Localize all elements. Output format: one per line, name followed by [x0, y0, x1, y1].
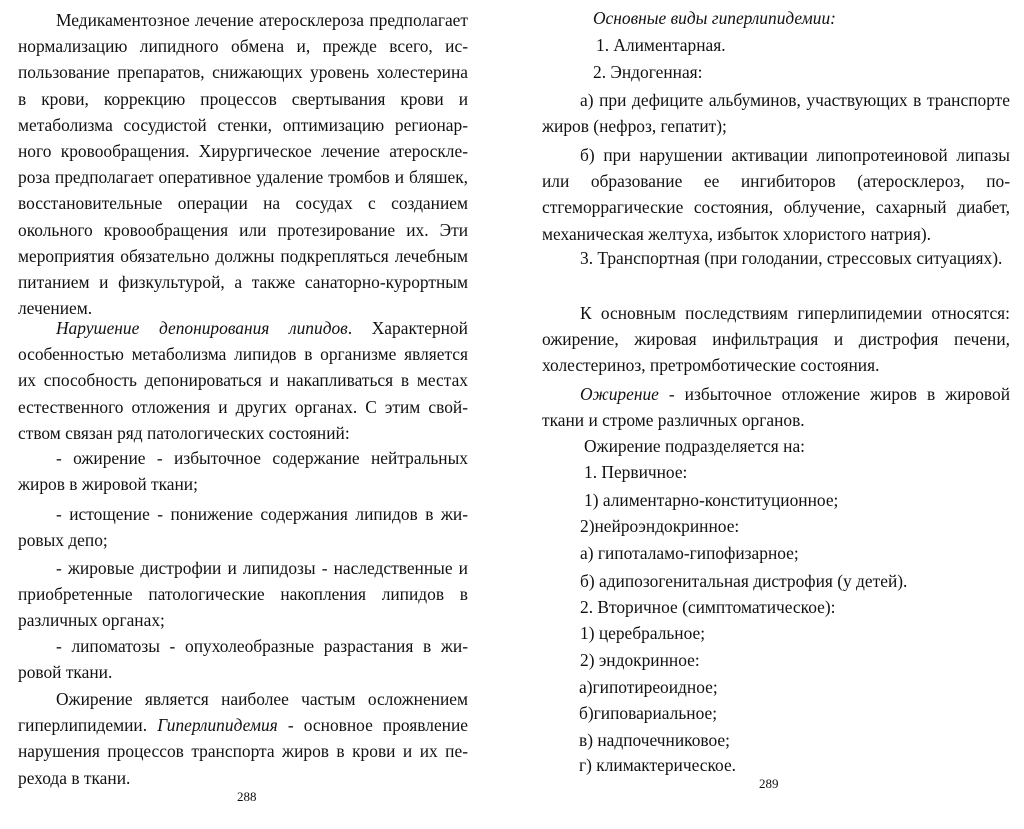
page-number-right: 289 [759, 776, 779, 791]
italic-term-lipid-deposition: Нарушение депонирования липидов [56, 318, 348, 338]
paragraph-lipase-activation: б) при нарушении активации липопротеиновой липазы или образование ее ингибиторов (атеросклероз, постгеморрагические состояния, облучение, сахарный диабет, механическая желтуха, избыток хлористого натрия). [542, 145, 1010, 244]
list-item-dystrophies: - жировые дистрофии и липидозы - наследственные и приобретенные патологические накопления липидов в различных органах; [18, 558, 468, 631]
paragraph-obesity-definition [542, 381, 1010, 433]
list-item-lipomatoses: - липоматозы - опухолеобразные разрастания в жировой ткани. [18, 636, 468, 683]
paragraph-obesity-definition-text: - избыточное отложение жиров в жировой ткани и строме различных органов. [542, 384, 1010, 431]
type-transport: 3. Транспортная (при голодании, стрессовых ситуациях). [580, 248, 1003, 268]
list-line: б)гиповариальное; [579, 703, 718, 723]
type-alimentary: 1. Алиментарная. [596, 35, 726, 55]
list-line: Ожирение подразделяется на: [584, 436, 805, 456]
section-heading: Основные виды гиперлипидемии: [593, 8, 836, 28]
paragraph-consequences: К основным последствиям гиперлипидемии относятся: ожирение, жировая инфильтрация и дистрофия печени, холестериноз, претромботические состояния. [542, 303, 1010, 376]
list-line: в) надпочечниковое; [579, 730, 730, 750]
list-line: 2. Вторичное (симптоматическое): [580, 597, 836, 617]
list-line: 2)нейроэндокринное: [580, 516, 740, 536]
paragraph-lipid-deposition-text: . Характерной особенностью метаболизма липидов в организме является их способность депонироваться и накапливаться в местах естественного отложения и других органах. С этим свойством связан ряд патологических состояний: [18, 318, 468, 443]
type-endogenous: 2. Эндогенная: [593, 62, 703, 82]
list-line: г) климактерическое. [579, 755, 737, 775]
paragraph-treatment: Медикаментозное лечение атеросклероза предполагает нормализацию липидного обмена и, прежде всего, использование препаратов, снижающих уровень холестерина в крови, коррекцию процессов свертывания крови и метаболизма сосудистой стенки, оптимизацию регионарного кровообращения. Хирургическое лечение атеросклероза предполагает оперативное удаление тромбов и бляшек, восстановительные операции на сосудах с созданием окольного кровообращения или протезирование их. Эти мероприятия обязательно должны подкрепляться лечебным питанием и физкультурой, а также санаторно-курортным лечением. [18, 10, 468, 319]
paragraph-hyperlipidemia [18, 686, 468, 791]
list-line: а) гипоталамо-гипофизарное; [580, 543, 799, 563]
list-line: 1. Первичное: [584, 462, 688, 482]
list-line: 2) эндокринное: [580, 650, 700, 670]
paragraph-albumin-deficit: а) при дефиците альбуминов, участвующих в транспорте жиров (нефроз, гепатит); [542, 90, 1010, 137]
italic-term-hyperlipidemia: Гиперлипидемия [157, 715, 278, 736]
list-item-obesity: - ожирение - избыточное содержание нейтральных жиров в жировой ткани; [18, 448, 468, 495]
paragraph-hyperlipidemia-start: Ожирение является наиболее частым осложнением гиперлипидемии. [18, 689, 468, 736]
list-line: 1) церебральное; [580, 623, 706, 643]
list-line: б) адипозогенитальная дистрофия (у детей). [580, 571, 908, 591]
list-item-exhaustion: - истощение - понижение содержания липидов в жировых депо; [18, 504, 468, 551]
paragraph-lipid-deposition [18, 315, 468, 446]
list-line: 1) алиментарно-конституционное; [584, 490, 839, 510]
list-line: а)гипотиреоидное; [579, 677, 718, 697]
paragraph-hyperlipidemia-end: - основное проявление нарушения процессов транспорта жиров в крови и их перехода в ткани. [18, 715, 468, 788]
page-number-left: 288 [237, 789, 257, 804]
italic-term-obesity: Ожирение [580, 384, 659, 404]
